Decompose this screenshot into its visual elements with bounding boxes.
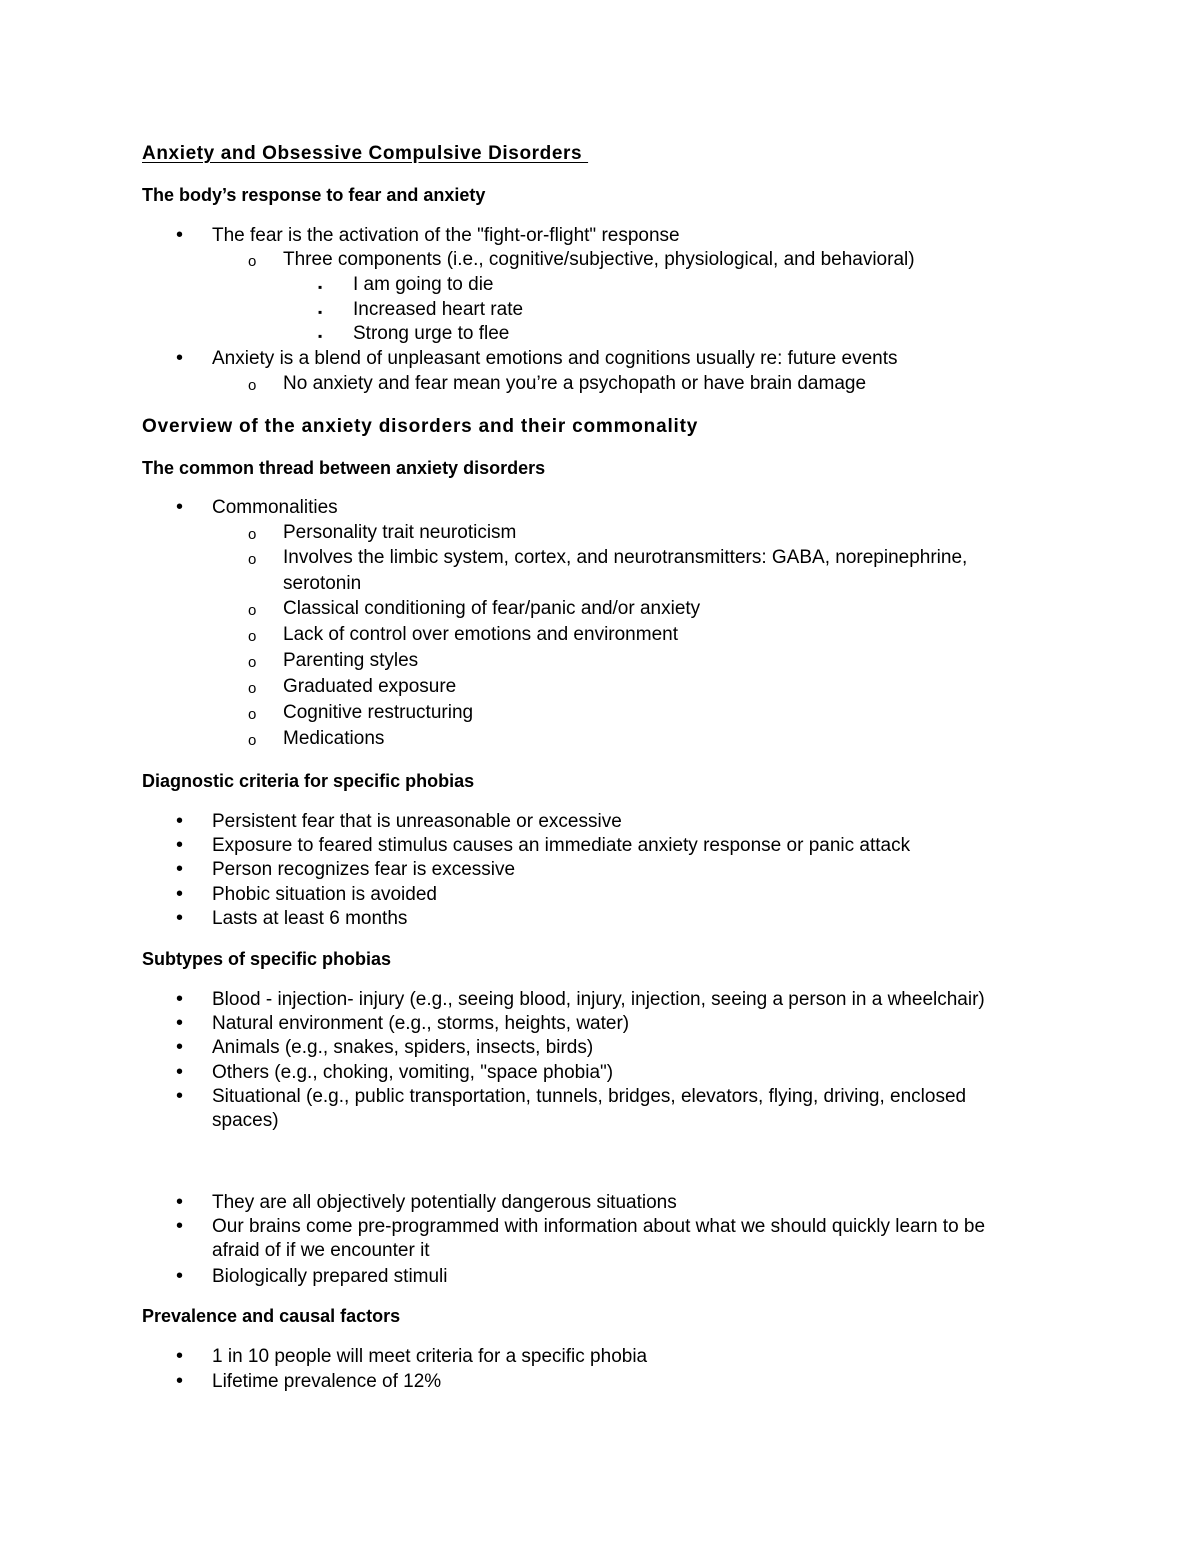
bullet-marker: ▪ (318, 329, 323, 343)
bullet-marker: • (176, 1085, 184, 1107)
bullet-marker: • (176, 858, 184, 880)
bullet-marker: • (176, 1215, 184, 1237)
bullet-marker: o (248, 732, 257, 749)
list-item: Phobic situation is avoided (212, 884, 437, 905)
list-item-continuation: afraid of if we encounter it (212, 1240, 430, 1261)
list-item: Situational (e.g., public transportation, tunnels, bridges, elevators, flying, driving, enclosed (212, 1086, 967, 1107)
list-item: Persistent fear that is unreasonable or excessive (212, 811, 622, 832)
bullet-marker: o (248, 377, 257, 394)
bullet-marker: o (248, 706, 257, 723)
section-heading: Subtypes of specific phobias (142, 949, 392, 969)
list-item-continuation: spaces) (212, 1110, 279, 1131)
list-item: Lifetime prevalence of 12% (212, 1371, 442, 1392)
list-item: 1 in 10 people will meet criteria for a specific phobia (212, 1346, 648, 1367)
list-item: Parenting styles (283, 650, 419, 671)
list-item: Lasts at least 6 months (212, 908, 408, 929)
bullet-marker: • (176, 988, 184, 1010)
bullet-marker: • (176, 810, 184, 832)
bullet-marker: • (176, 1345, 184, 1367)
list-item: Person recognizes fear is excessive (212, 859, 516, 880)
bullet-marker: • (176, 834, 184, 856)
bullet-marker: • (176, 1191, 184, 1213)
list-item: Three components (i.e., cognitive/subjective, physiological, and behavioral) (283, 249, 915, 270)
list-item: I am going to die (353, 274, 494, 295)
list-item: Anxiety is a blend of unpleasant emotions and cognitions usually re: future events (212, 348, 898, 369)
list-item: No anxiety and fear mean you’re a psychopath or have brain damage (283, 373, 867, 394)
bullet-marker: • (176, 347, 184, 369)
bullet-marker: ▪ (318, 280, 323, 294)
list-item: Strong urge to flee (353, 323, 510, 344)
list-item: Our brains come pre-programmed with information about what we should quickly learn to be (212, 1216, 986, 1237)
list-item: Lack of control over emotions and environment (283, 624, 678, 645)
bullet-marker: o (248, 628, 257, 645)
bullet-marker: • (176, 1370, 184, 1392)
list-item: Graduated exposure (283, 676, 457, 697)
bullet-marker: o (248, 253, 257, 270)
list-item: Biologically prepared stimuli (212, 1266, 448, 1287)
list-item: The fear is the activation of the "fight-or-flight" response (212, 225, 680, 246)
bullet-marker: • (176, 496, 184, 518)
bullet-marker: o (248, 654, 257, 671)
bullet-marker: • (176, 1265, 184, 1287)
list-item: Involves the limbic system, cortex, and neurotransmitters: GABA, norepinephrine, (283, 547, 968, 568)
bullet-marker: • (176, 1061, 184, 1083)
document-title: Anxiety and Obsessive Compulsive Disorders (142, 143, 589, 164)
list-item: Classical conditioning of fear/panic and/or anxiety (283, 598, 701, 619)
bullet-marker: o (248, 551, 257, 568)
list-item: Personality trait neuroticism (283, 522, 517, 543)
list-item: Exposure to feared stimulus causes an immediate anxiety response or panic attack (212, 835, 911, 856)
list-item: They are all objectively potentially dangerous situations (212, 1192, 677, 1213)
bullet-marker: ▪ (318, 305, 323, 319)
section-heading: The body’s response to fear and anxiety (142, 185, 486, 205)
list-item: Others (e.g., choking, vomiting, "space phobia") (212, 1062, 614, 1083)
bullet-marker: • (176, 1036, 184, 1058)
list-item: Natural environment (e.g., storms, heights, water) (212, 1013, 630, 1034)
section-heading: Diagnostic criteria for specific phobias (142, 771, 475, 791)
bullet-marker: • (176, 224, 184, 246)
section-heading: Overview of the anxiety disorders and their commonality (142, 416, 699, 437)
section-heading: Prevalence and causal factors (142, 1306, 401, 1326)
list-item: Animals (e.g., snakes, spiders, insects, birds) (212, 1037, 594, 1058)
bullet-marker: • (176, 1012, 184, 1034)
list-item: Cognitive restructuring (283, 702, 474, 723)
bullet-marker: o (248, 680, 257, 697)
bullet-marker: o (248, 526, 257, 543)
bullet-marker: • (176, 907, 184, 929)
list-item: Blood - injection- injury (e.g., seeing blood, injury, injection, seeing a person in a wheelchair) (212, 989, 985, 1010)
list-item: Increased heart rate (353, 299, 524, 320)
list-item-continuation: serotonin (283, 573, 362, 594)
section-heading: The common thread between anxiety disorders (142, 458, 546, 478)
list-item: Medications (283, 728, 385, 749)
bullet-marker: • (176, 883, 184, 905)
bullet-marker: o (248, 602, 257, 619)
list-item: Commonalities (212, 497, 338, 518)
